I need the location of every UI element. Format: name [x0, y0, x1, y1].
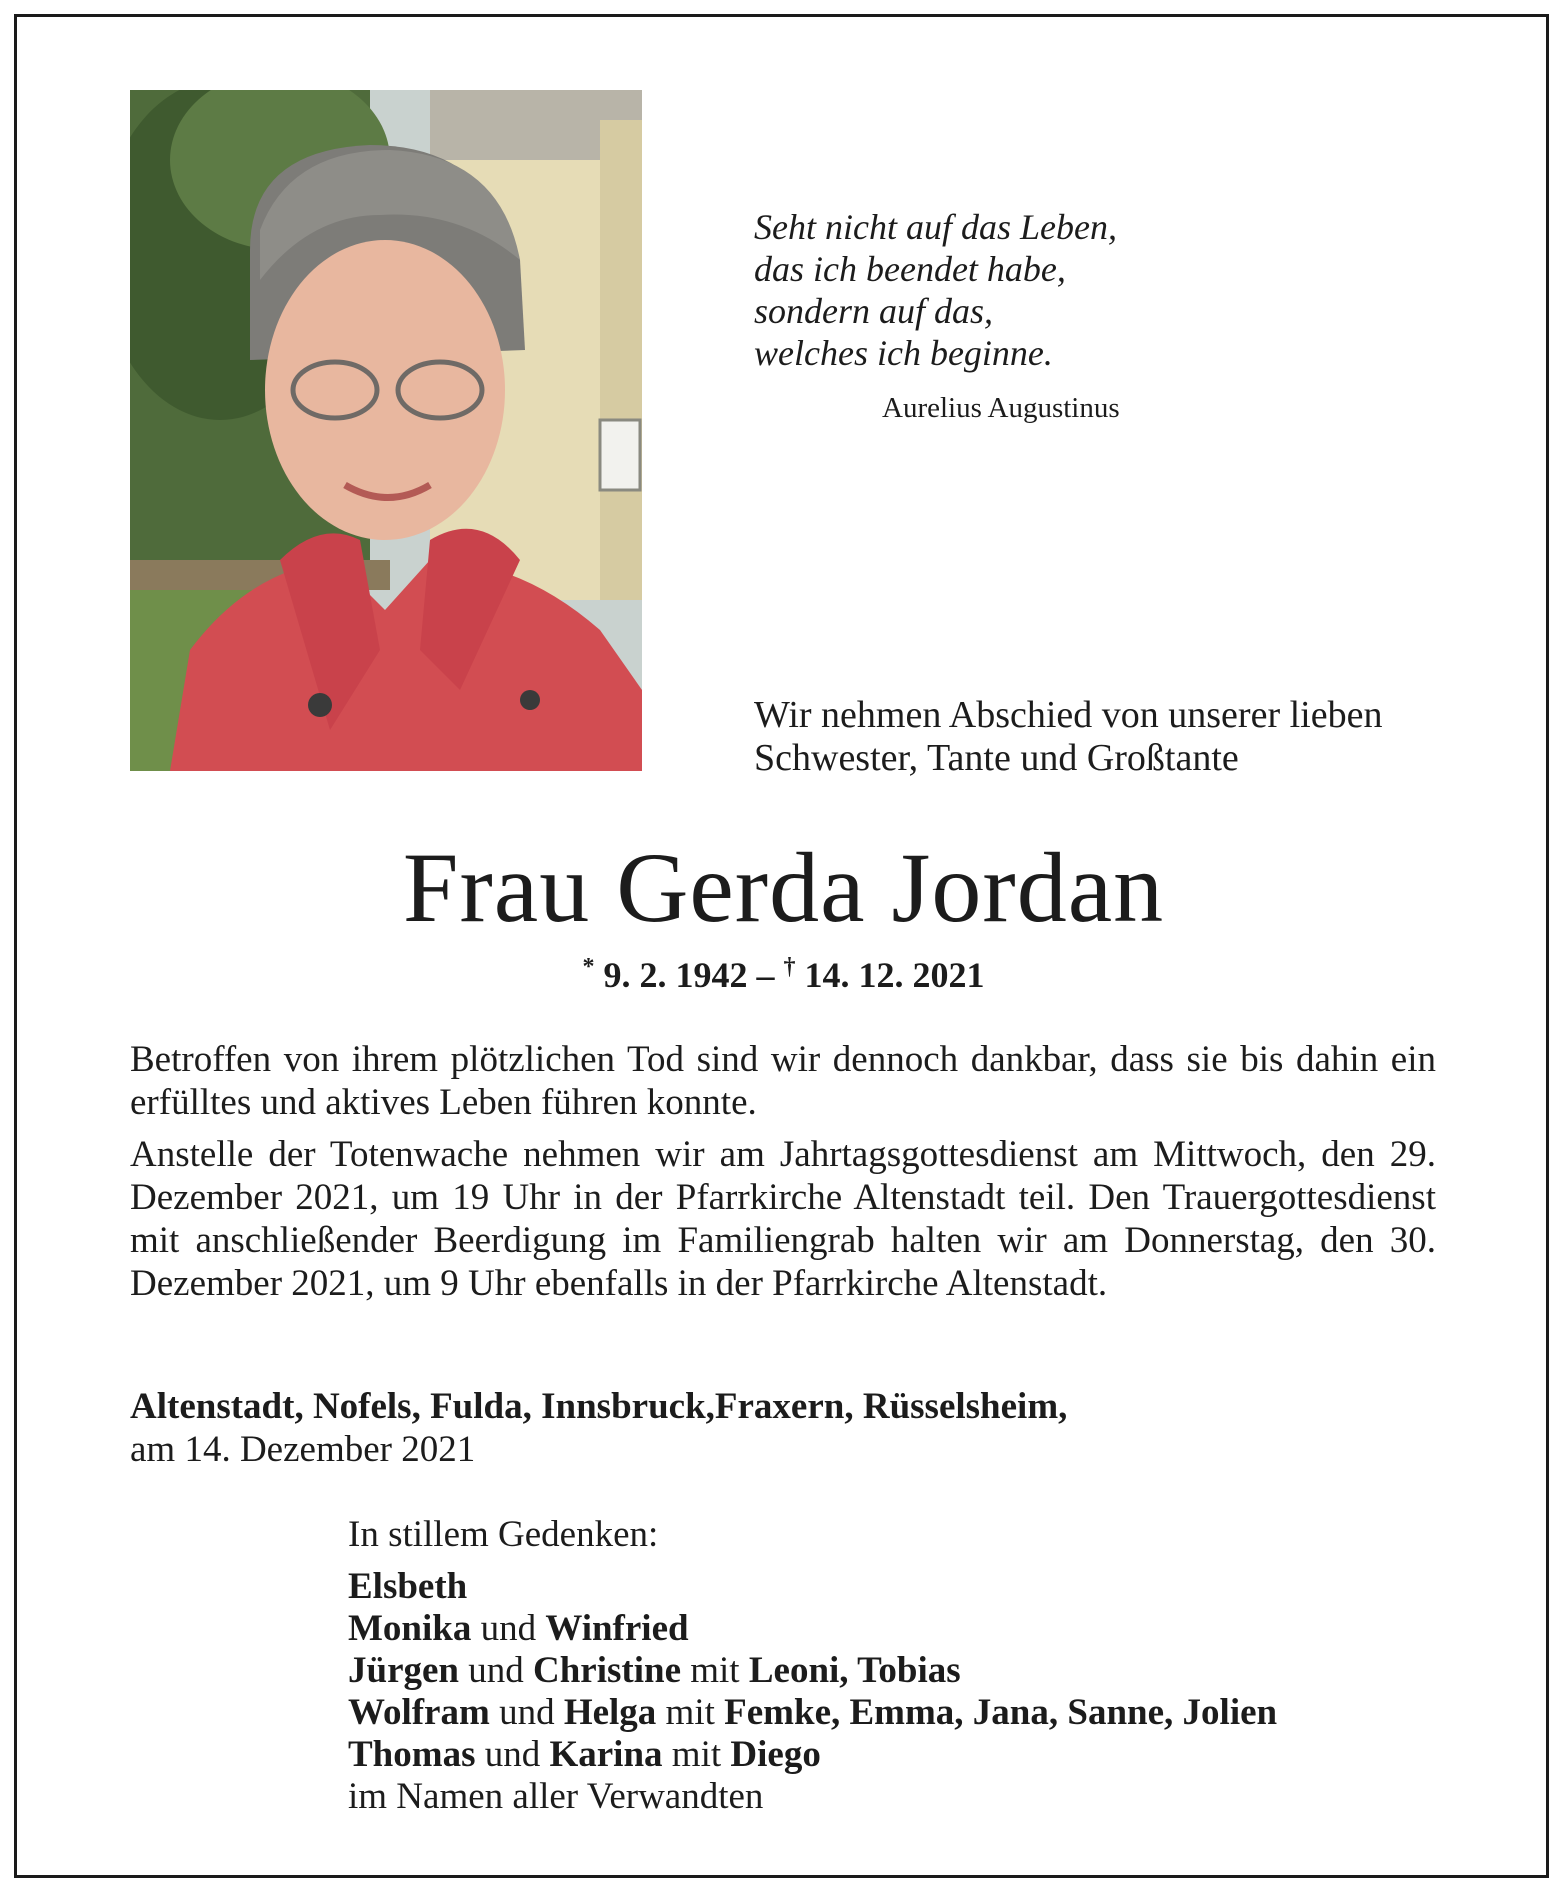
mourners-list [348, 1566, 1277, 1818]
mourner-connector: und [459, 1650, 533, 1691]
mourner-connector: und [489, 1692, 564, 1733]
place-and-date [130, 1385, 1067, 1471]
farewell-line-2: Schwester, Tante und Großtante [754, 737, 1239, 779]
mourner-name: Elsbeth [348, 1566, 468, 1607]
mourners-line [348, 1650, 1277, 1692]
mourner-name: Leoni, Tobias [748, 1650, 961, 1691]
farewell-line-1: Wir nehmen Abschied von unserer lieben [754, 694, 1383, 736]
mourners-label: In stillem Gedenken: [348, 1514, 659, 1555]
mourners-line [348, 1566, 1277, 1608]
death-symbol: † [783, 954, 796, 980]
announcement-date: am 14. Dezember 2021 [130, 1429, 476, 1470]
mourner-connector: mit [662, 1734, 731, 1775]
mourners-line [348, 1734, 1277, 1776]
portrait-photo [130, 90, 642, 771]
body-paragraph-2: Anstelle der Totenwache nehmen wir am Jahrtagsgottesdienst am Mittwoch, den 29. Dezember 2021, um 19 Uhr in der Pfarrkirche Altenstadt teil. Den Trauergottesdienst mit anschließender Beerdigung im Familiengrab halten wir am Donnerstag, den 30. Dezember 2021, um 9 Uhr ebenfalls in der Pfarrkirche Altenstadt. [130, 1134, 1436, 1304]
date-dash: – [756, 955, 775, 995]
mourner-connector: im Namen aller Verwandten [348, 1776, 764, 1817]
mourner-name: Monika [348, 1608, 472, 1649]
quote-author: Aurelius Augustinus [882, 392, 1120, 424]
birth-symbol: * [582, 954, 595, 980]
quote-line: sondern auf das, [754, 291, 994, 331]
mourner-name: Wolfram [348, 1692, 490, 1733]
portrait-illustration [130, 90, 642, 771]
mourner-name: Christine [533, 1650, 681, 1691]
mourner-connector: mit [656, 1692, 725, 1733]
mourner-name: Winfried [545, 1608, 689, 1649]
body-paragraph-1: Betroffen von ihrem plötzlichen Tod sind wir dennoch dankbar, dass sie bis dahin ein erfülltes und aktives Leben führen konnte. [130, 1039, 1436, 1123]
mourners-line [348, 1608, 1277, 1650]
birth-date: 9. 2. 1942 [603, 955, 748, 995]
mourner-connector: mit [681, 1650, 749, 1691]
deceased-name: Frau Gerda Jordan [402, 832, 1165, 943]
quote-line: welches ich beginne. [754, 333, 1053, 373]
quote-block [754, 206, 1374, 374]
mourners-line [348, 1692, 1277, 1734]
mourners-block [348, 1514, 1277, 1818]
mourner-name: Karina [549, 1734, 663, 1775]
mourner-name: Femke, Emma, Jana, Sanne, Jolien [724, 1692, 1278, 1733]
mourner-name: Diego [730, 1734, 821, 1775]
quote-line: das ich beendet habe, [754, 249, 1066, 289]
quote-line: Seht nicht auf das Leben, [754, 207, 1117, 247]
mourners-line [348, 1776, 1277, 1818]
mourner-name: Helga [563, 1692, 657, 1733]
life-dates [0, 954, 1567, 996]
announcement-body [130, 1038, 1436, 1314]
places-list: Altenstadt, Nofels, Fulda, Innsbruck,Fraxern, Rüsselsheim, [130, 1386, 1068, 1427]
mourner-connector: und [475, 1734, 550, 1775]
mourner-name: Jürgen [348, 1650, 459, 1691]
death-date: 14. 12. 2021 [804, 955, 985, 995]
mourner-name: Thomas [348, 1734, 476, 1775]
farewell-text [754, 694, 1464, 780]
mourner-connector: und [471, 1608, 546, 1649]
